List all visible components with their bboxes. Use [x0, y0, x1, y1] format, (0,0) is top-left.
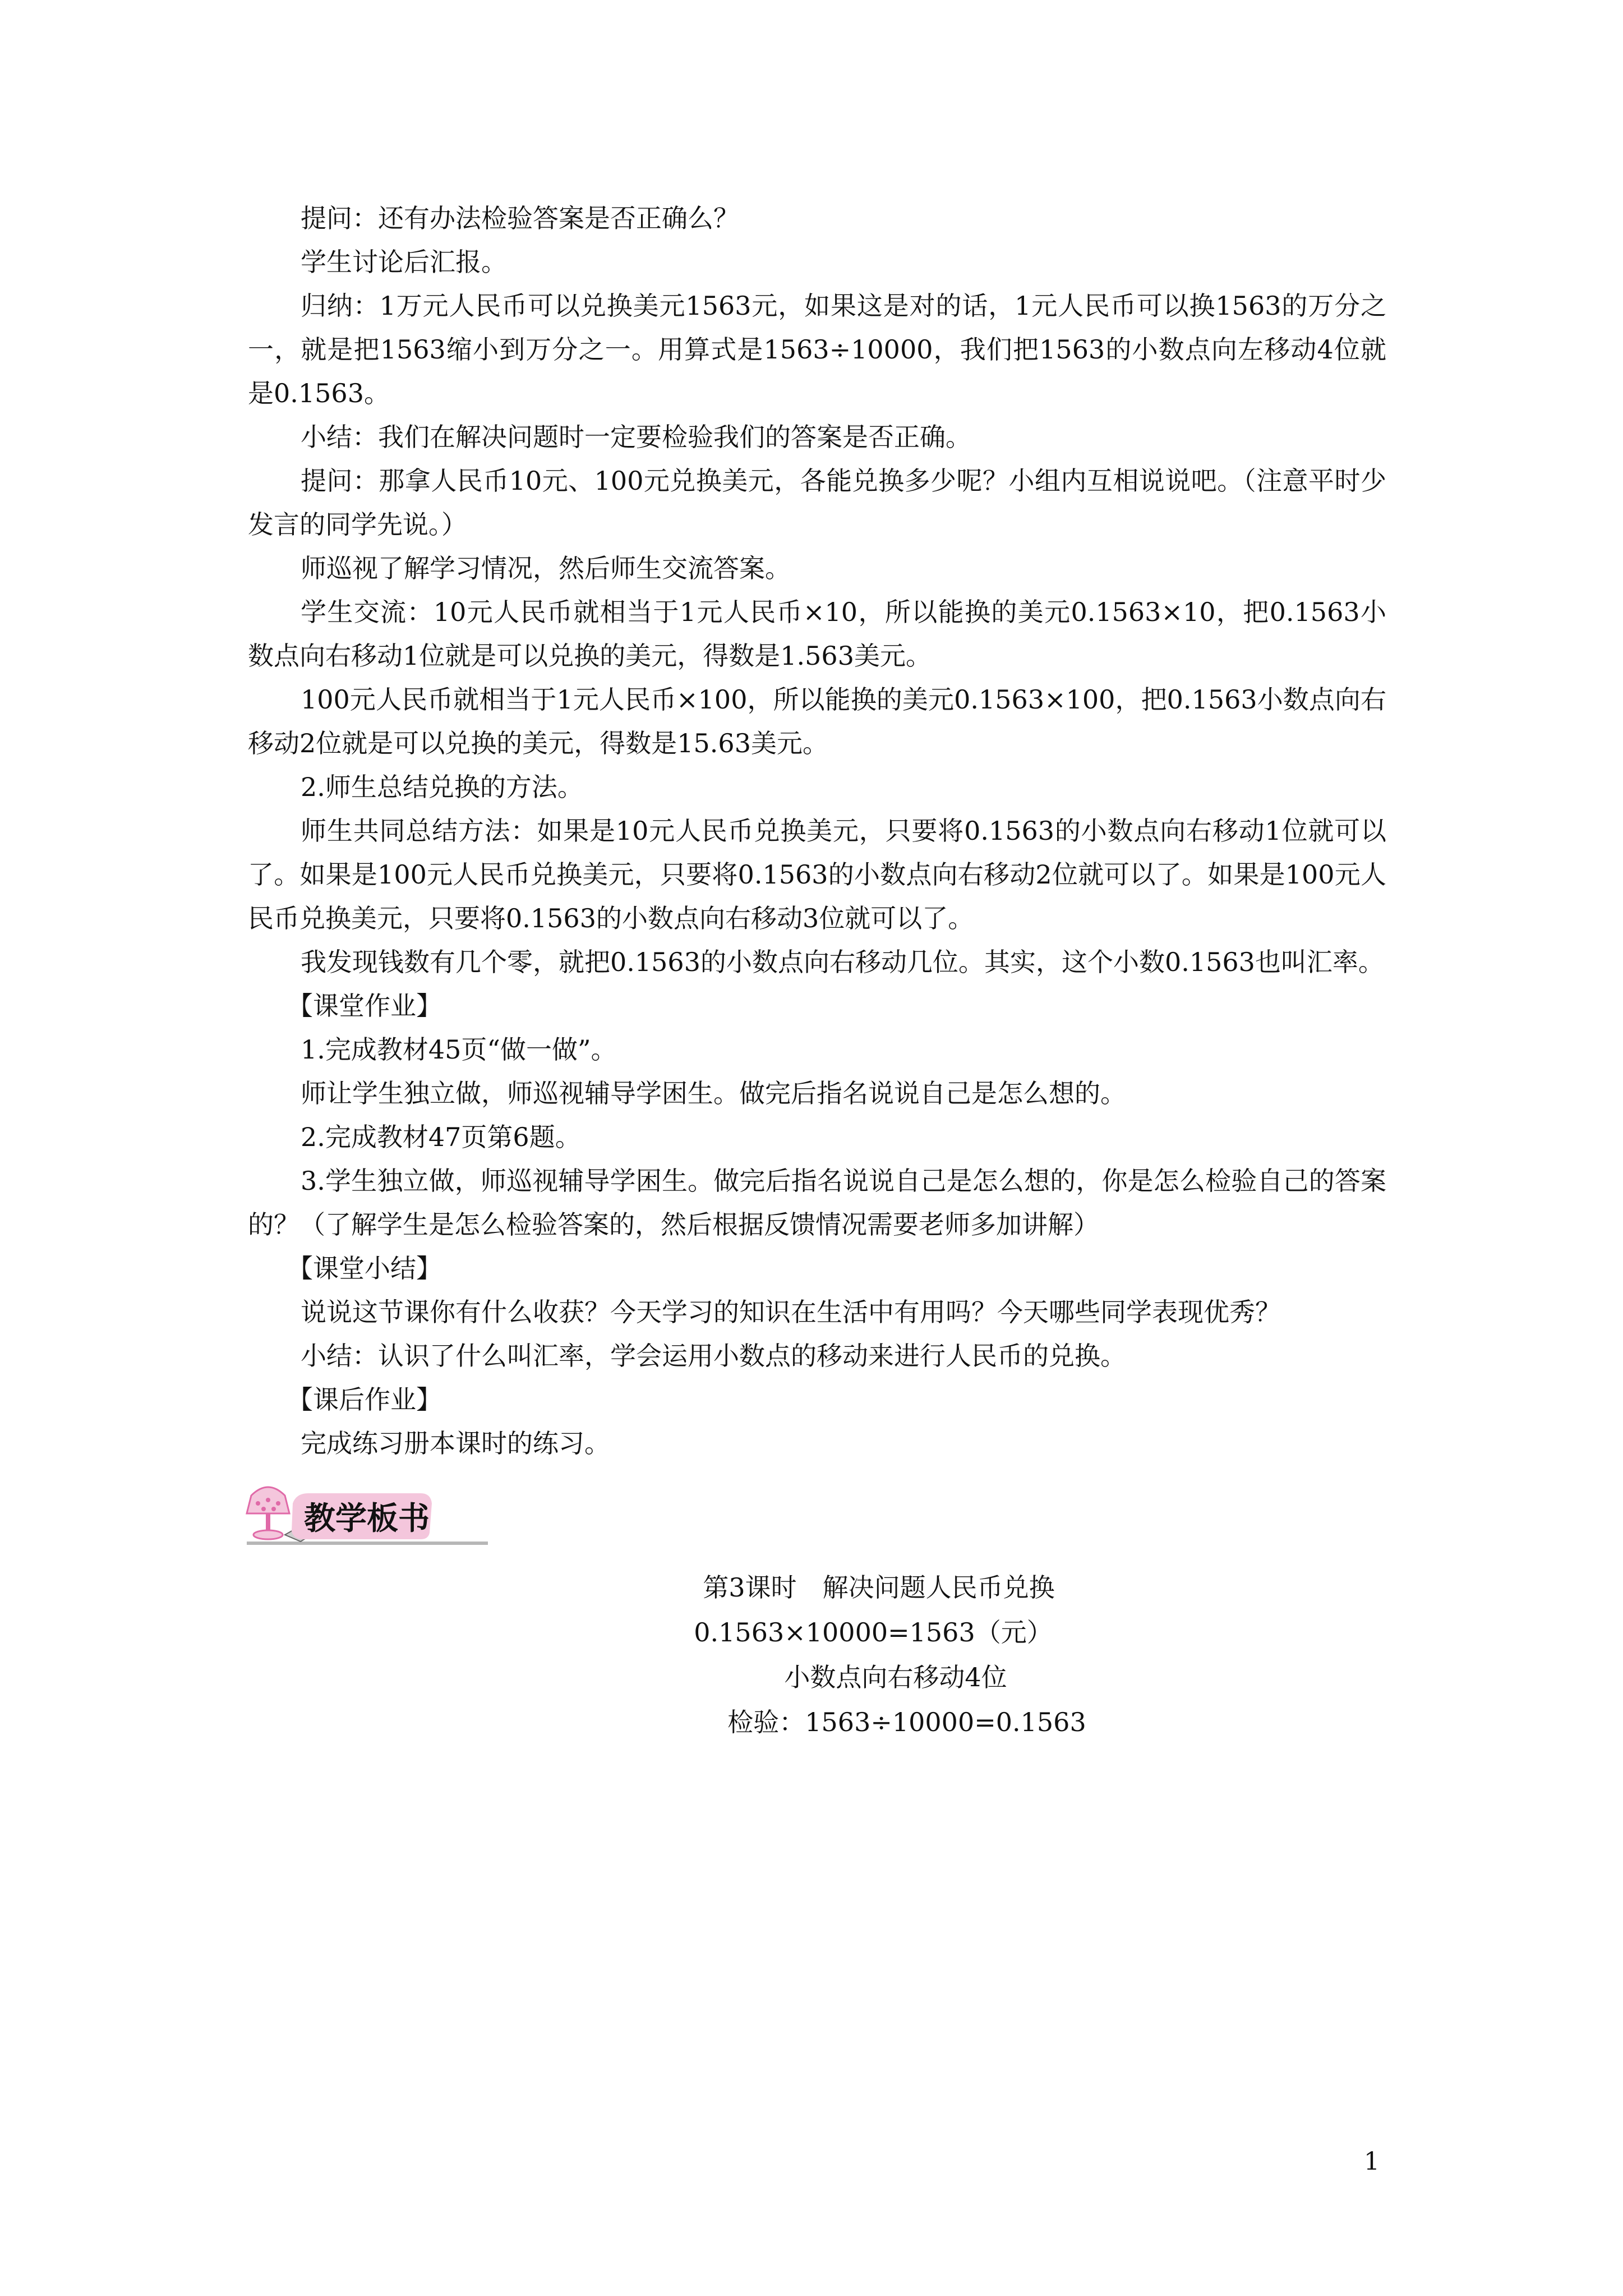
- board-header-label: 教学板书: [304, 1501, 430, 1537]
- section-heading-after-homework: 【课后作业】: [287, 1384, 442, 1415]
- list-item: 小结：认识了什么叫汇率，学会运用小数点的移动来进行人民币的兑换。: [301, 1341, 1126, 1371]
- lamp-book-icon: [236, 1479, 494, 1557]
- paragraph: 学生讨论后汇报。: [301, 247, 507, 277]
- paragraph: 归纳：1万元人民币可以兑换美元1563元，如果这是对的话，1元人民币可以换1563的万分之一，就是把1563缩小到万分之一。用算式是1563÷10000，我们把1563的小数点向左移动4位就是0.1563。: [248, 291, 1386, 408]
- paragraph: 提问：那拿人民币10元、100元兑换美元，各能兑换多少呢？小组内互相说说吧。（注意平时少发言的同学先说。）: [248, 466, 1386, 540]
- lesson-body: [248, 196, 1386, 1465]
- section-heading-class-homework: 【课堂作业】: [287, 991, 442, 1021]
- paragraph: 100元人民币就相当于1元人民币×100，所以能换的美元0.1563×100，把0.1563小数点向右移动2位就是可以兑换的美元，得数是15.63美元。: [248, 684, 1386, 758]
- list-item: 2.完成教材47页第6题。: [301, 1122, 581, 1152]
- paragraph: 师生共同总结方法：如果是10元人民币兑换美元，只要将0.1563的小数点向右移动1位就可以了。如果是100元人民币兑换美元，只要将0.1563的小数点向右移动2位就可以了。如果是100元人民币兑换美元，只要将0.1563的小数点向右移动3位就可以了。: [248, 816, 1386, 933]
- list-item: 3.学生独立做，师巡视辅导学困生。做完后指名说说自己是怎么想的，你是怎么检验自己的答案的？（了解学生是怎么检验答案的，然后根据反馈情况需要老师多加讲解）: [248, 1166, 1386, 1240]
- list-item: 完成练习册本课时的练习。: [301, 1428, 610, 1458]
- paragraph: 2.师生总结兑换的方法。: [301, 772, 583, 802]
- board-section-header: [236, 1479, 494, 1557]
- paragraph: 提问：还有办法检验答案是否正确么？: [301, 203, 739, 233]
- paragraph: 我发现钱数有几个零，就把0.1563的小数点向右移动几位。其实，这个小数0.1563也叫汇率。: [301, 947, 1384, 977]
- board-line-check: 检验：1563÷10000=0.1563: [727, 1707, 1086, 1737]
- list-item: 1.完成教材45页“做一做”。: [301, 1034, 617, 1065]
- paragraph: 学生交流：10元人民币就相当于1元人民币×10，所以能换的美元0.1563×10，把0.1563小数点向右移动1位就是可以兑换的美元，得数是1.563美元。: [248, 597, 1386, 671]
- board-content: [0, 1565, 1623, 1745]
- board-line-title: 第3课时 解决问题人民币兑换: [703, 1572, 1055, 1603]
- board-line-equation: 0.1563×10000=1563（元）: [694, 1617, 1053, 1648]
- list-item: 说说这节课你有什么收获？今天学习的知识在生活中有用吗？今天哪些同学表现优秀？: [301, 1297, 1281, 1327]
- section-heading-summary: 【课堂小结】: [287, 1253, 442, 1283]
- page-number: 1: [1364, 2147, 1380, 2176]
- paragraph: 小结：我们在解决问题时一定要检验我们的答案是否正确。: [301, 422, 971, 452]
- list-item: 师让学生独立做，师巡视辅导学困生。做完后指名说说自己是怎么想的。: [301, 1078, 1126, 1108]
- paragraph: 师巡视了解学习情况，然后师生交流答案。: [301, 553, 791, 583]
- board-line-note: 小数点向右移动4位: [784, 1662, 1007, 1692]
